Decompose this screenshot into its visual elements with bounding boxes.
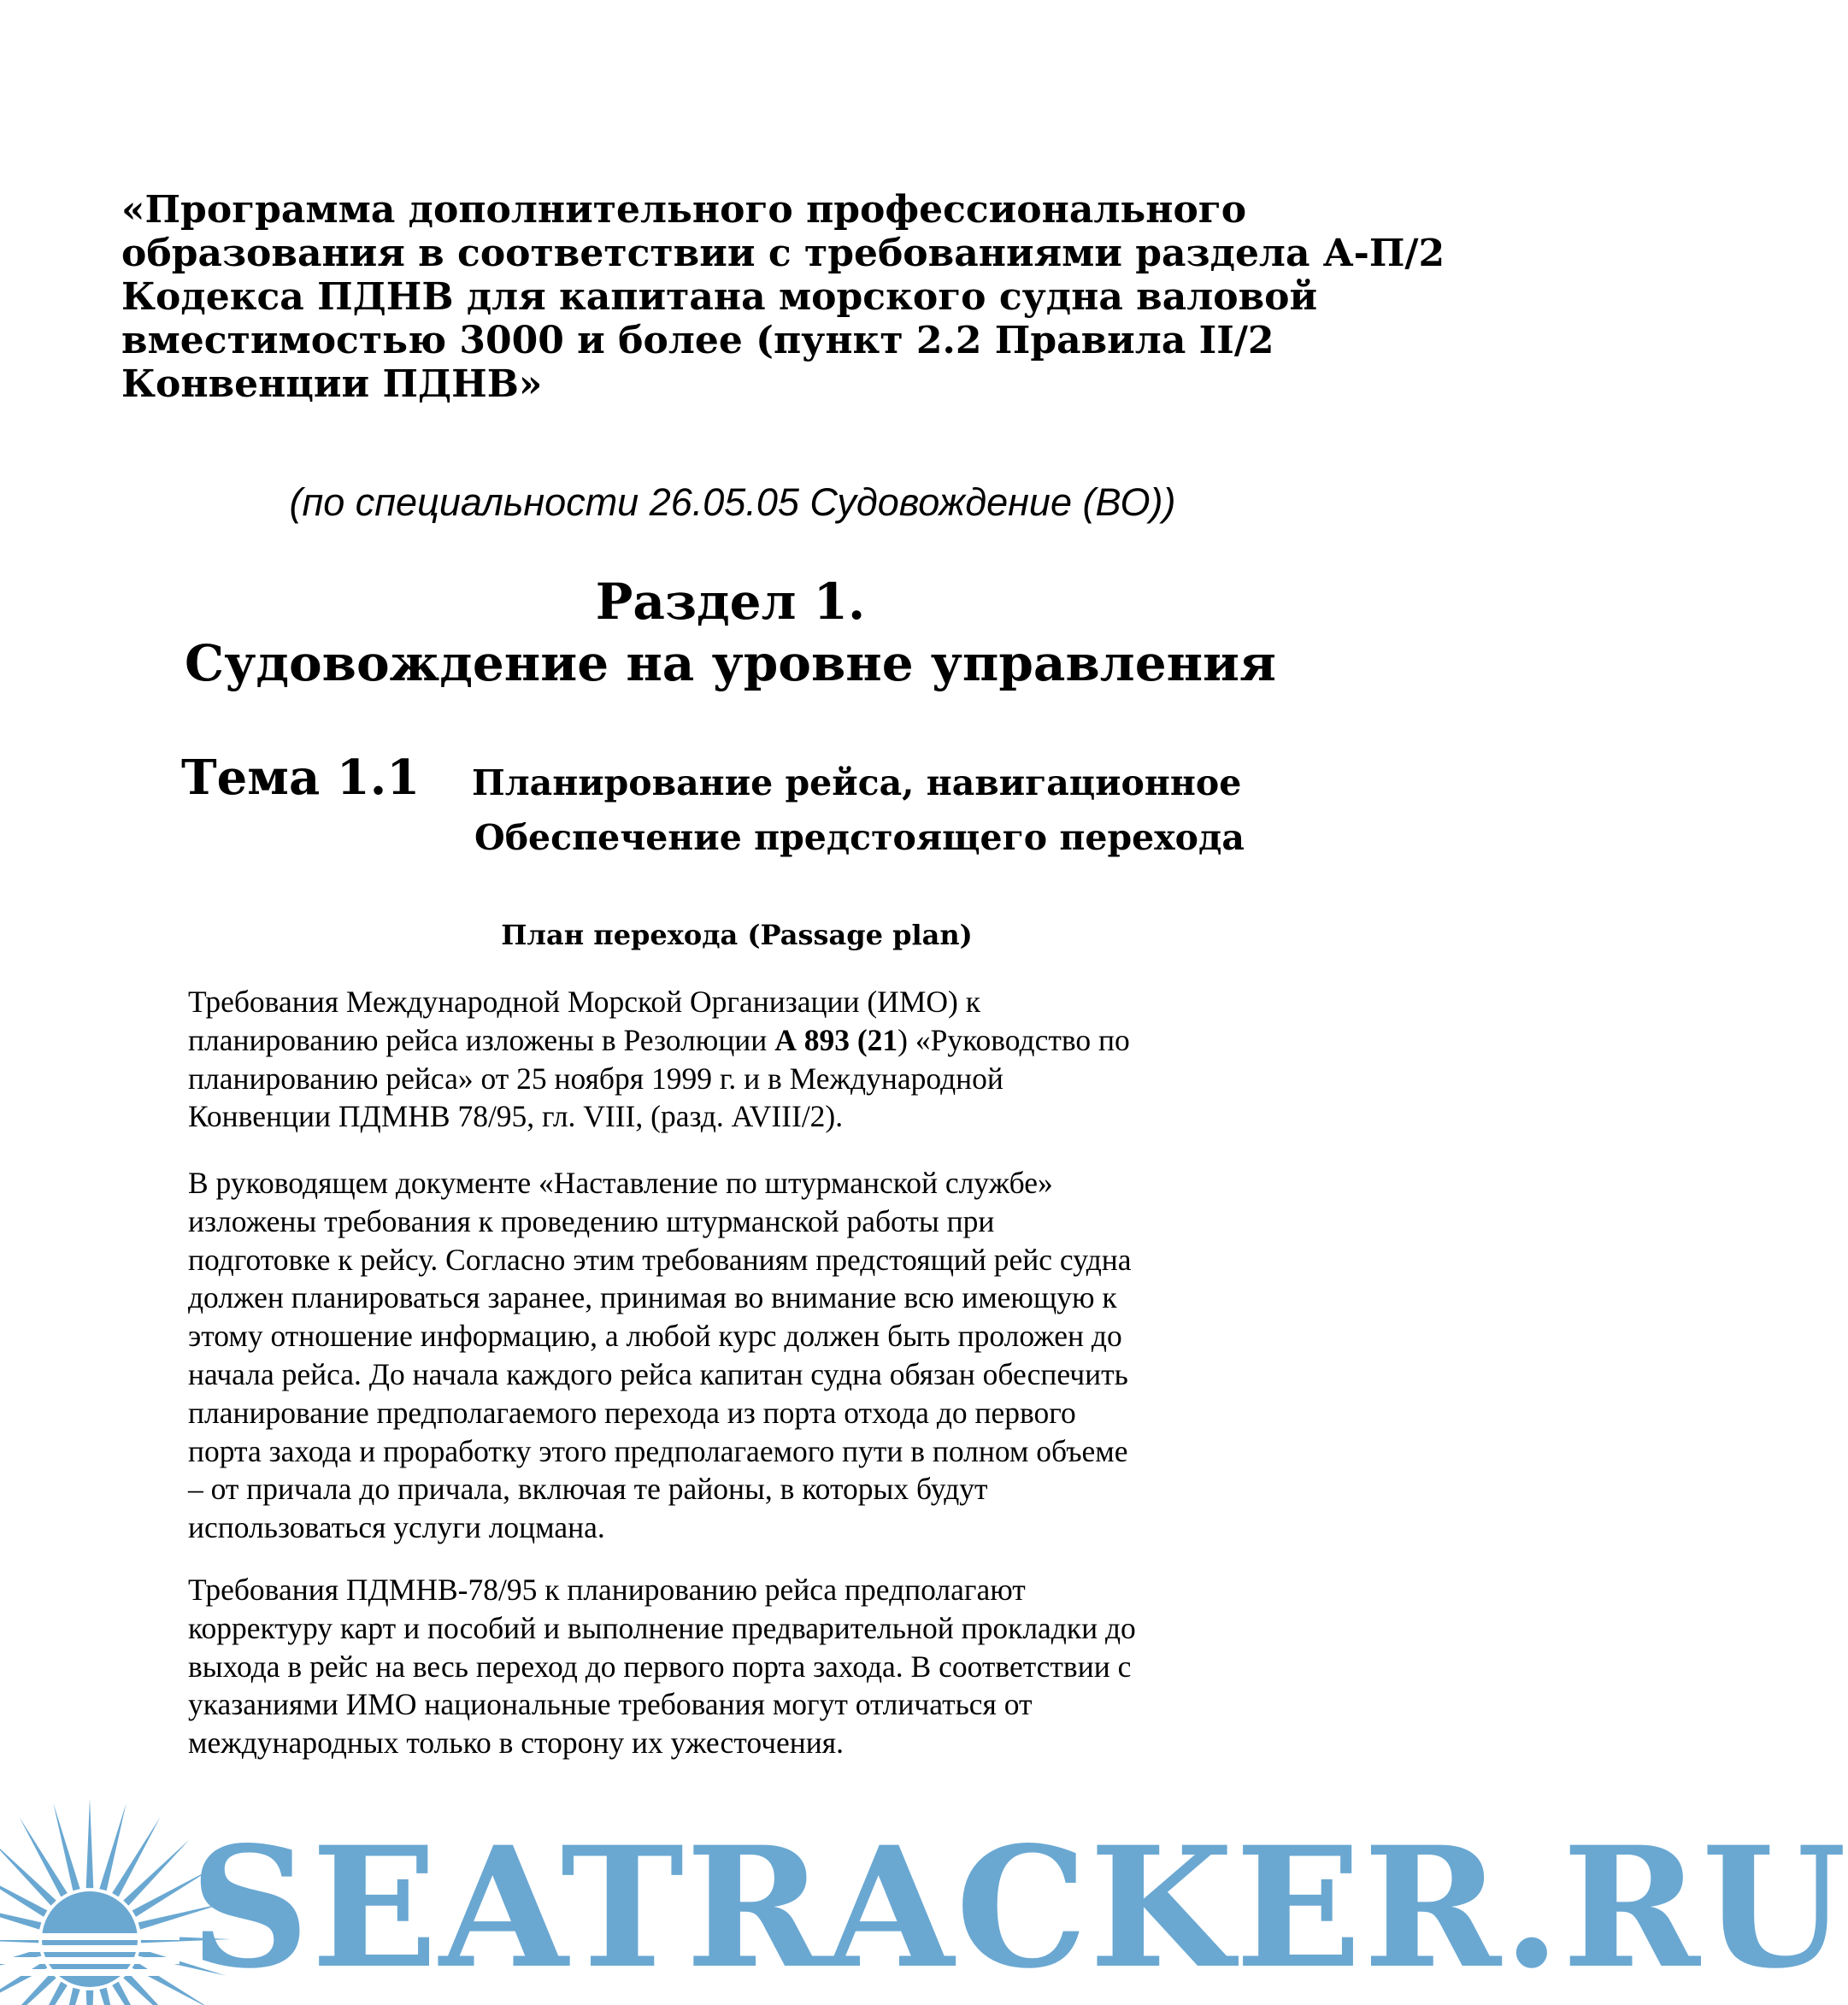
paragraph-line: корректуру карт и пособий и выполнение предварительной прокладки до bbox=[188, 1610, 1136, 1645]
paragraph-navigation-manual bbox=[188, 1164, 1299, 1547]
paragraph-line: начала рейса. До начала каждого рейса капитан судна обязан обеспечить bbox=[188, 1356, 1128, 1391]
topic-title-line: Обеспечение предстоящего перехода bbox=[474, 817, 1245, 858]
program-title-line: «Программа дополнительного профессионального bbox=[121, 188, 1247, 232]
paragraph-line: Требования ПДМНВ-78/95 к планированию рейса предполагают bbox=[188, 1573, 1026, 1607]
paragraph-line: изложены требования к проведению штурманской работы при bbox=[188, 1203, 995, 1238]
sun-ray bbox=[0, 1839, 56, 1905]
paragraph-line: Требования Международной Морской Организации (ИМО) к bbox=[188, 985, 980, 1019]
watermark-text: SEATRACKER.RU bbox=[190, 1810, 1848, 2005]
topic-title bbox=[472, 756, 1327, 865]
paragraph-line: использоваться услуги лоцмана. bbox=[188, 1510, 605, 1545]
paragraph-line: международных только в сторону их ужесточения. bbox=[188, 1726, 844, 1761]
paragraph-stcw-requirements bbox=[188, 1571, 1299, 1762]
sun-ray bbox=[86, 1798, 94, 1888]
topic-title-line: Планирование рейса, навигационное bbox=[472, 762, 1242, 803]
paragraph-line bbox=[188, 1021, 1299, 1060]
passage-plan-heading: План перехода (Passage plan) bbox=[501, 919, 973, 951]
paragraph-line: В руководящем документе «Наставление по штурманской службе» bbox=[188, 1166, 1053, 1200]
paragraph-line: выхода в рейс на весь переход до первого порта захода. В соответствии с bbox=[188, 1649, 1132, 1684]
text-segment: планированию рейса изложены в Резолюции bbox=[188, 1022, 775, 1057]
paragraph-imo-requirements bbox=[188, 983, 1299, 1136]
sun-ray bbox=[86, 1990, 94, 2005]
paragraph-line: – от причала до причала, включая те районы, в которых будут bbox=[188, 1472, 988, 1507]
paragraph-line: Конвенции ПДМНВ 78/95, гл. VIII, (разд. AVIII/2). bbox=[188, 1099, 844, 1134]
program-title bbox=[121, 188, 1445, 406]
specialty-subtitle: (по специальности 26.05.05 Судовождение (ВО)) bbox=[289, 480, 1176, 524]
section-heading bbox=[0, 571, 1414, 694]
topic-number: Тема 1.1 bbox=[181, 750, 421, 806]
paragraph-line: планирование предполагаемого перехода из порта отхода до первого bbox=[188, 1395, 1076, 1430]
resolution-number: А 893 (21 bbox=[774, 1022, 898, 1057]
paragraph-line: планированию рейса» от 25 ноября 1999 г. и в Международной bbox=[188, 1061, 1003, 1096]
paragraph-line: подготовке к рейсу. Согласно этим требованиям предстоящий рейс судна bbox=[188, 1242, 1132, 1277]
paragraph-line: указаниями ИМО национальные требования могут отличаться от bbox=[188, 1687, 1033, 1722]
program-title-line: Кодекса ПДНВ для капитана морского судна валовой bbox=[121, 275, 1318, 319]
paragraph-line: должен планироваться заранее, принимая во внимание всю имеющую к bbox=[188, 1280, 1117, 1315]
section-number: Раздел 1. bbox=[595, 573, 866, 631]
program-title-line: Конвенции ПДНВ» bbox=[121, 362, 543, 406]
program-title-line: вместимостью 3000 и более (пункт 2.2 Правила II/2 bbox=[121, 319, 1274, 362]
program-title-line: образования в соответствии с требованиями раздела А-П/2 bbox=[121, 232, 1445, 275]
section-title: Судовождение на уровне управления bbox=[185, 634, 1276, 692]
sun-ray bbox=[123, 1839, 189, 1905]
sun-icon bbox=[0, 1790, 180, 1999]
paragraph-line: этому отношение информацию, а любой курс должен быть проложен до bbox=[188, 1319, 1122, 1354]
sun-ray bbox=[0, 1961, 47, 2005]
paragraph-line: порта захода и проработку этого предполагаемого пути в полном объеме bbox=[188, 1433, 1128, 1468]
text-segment: ) «Руководство по bbox=[898, 1022, 1130, 1057]
